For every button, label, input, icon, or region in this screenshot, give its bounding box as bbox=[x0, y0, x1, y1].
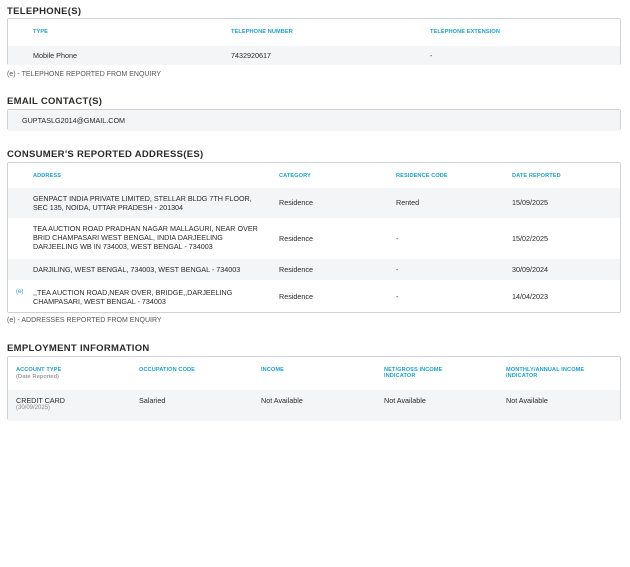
address-date-reported: 14/04/2023 bbox=[512, 292, 548, 301]
address-date-reported: 15/02/2025 bbox=[512, 234, 548, 243]
email-address: GUPTASLG2014@GMAIL.COM bbox=[22, 116, 126, 125]
address-text: TEA AUCTION ROAD PRADHAN NAGAR MALLAGURI, NEAR OVER BRID CHAMPASARI WEST BENGAL, INDIA DARJEELING DARJEELING WB IN 734003, WEST BENGAL - 734003 bbox=[33, 224, 258, 251]
income-header: INCOME bbox=[261, 367, 284, 373]
table-row bbox=[8, 218, 620, 259]
net-gross-income-value: Not Available bbox=[384, 396, 426, 405]
residence-code-header: RESIDENCE CODE bbox=[396, 173, 448, 179]
date-reported-subheader: (Date Reported) bbox=[16, 374, 60, 380]
address-date-reported: 30/09/2024 bbox=[512, 265, 548, 274]
telephones-section-title: TELEPHONE(S) bbox=[7, 6, 82, 17]
address-category: Residence bbox=[279, 265, 313, 274]
address-category: Residence bbox=[279, 292, 313, 301]
address-date-reported: 15/09/2025 bbox=[512, 198, 548, 207]
address-category: Residence bbox=[279, 198, 313, 207]
monthly-annual-income-header: MONTHLY/ANNUAL INCOME INDICATOR bbox=[506, 367, 585, 379]
address-text: DARJILING, WEST BENGAL, 734003, WEST BENGAL - 734003 bbox=[33, 265, 241, 274]
telephones-table bbox=[7, 18, 621, 65]
account-type-header bbox=[16, 367, 126, 380]
net-gross-income-header: NET/GROSS INCOME INDICATOR bbox=[384, 367, 443, 379]
table-row bbox=[8, 188, 620, 218]
addresses-note: (e) - ADDRESSES REPORTED FROM ENQUIRY bbox=[7, 317, 162, 324]
address-text: GENPACT INDIA PRIVATE LIMITED, STELLAR BLDG 7TH FLOOR, SEC 135, NOIDA, UTTAR PRADESH - 201304 bbox=[33, 194, 252, 212]
address-header: ADDRESS bbox=[33, 173, 62, 179]
table-row bbox=[8, 259, 620, 280]
employment-table bbox=[7, 356, 621, 420]
income-value: Not Available bbox=[261, 396, 303, 405]
account-type-value: CREDIT CARD bbox=[16, 396, 65, 405]
table-row bbox=[8, 46, 620, 65]
address-text: ,,TEA AUCTION ROAD,NEAR OVER, BRIDGE,,DARJEELING CHAMPASARI, WEST BENGAL - 734003 bbox=[33, 288, 233, 306]
telephone-type: Mobile Phone bbox=[33, 51, 77, 60]
address-residence-code: - bbox=[396, 292, 399, 301]
address-residence-code: - bbox=[396, 234, 399, 243]
occupation-code-value: Salaried bbox=[139, 396, 166, 405]
monthly-annual-income-value: Not Available bbox=[506, 396, 548, 405]
telephone-number: 7432920617 bbox=[231, 51, 271, 60]
occupation-code-header: OCCUPATION CODE bbox=[139, 367, 195, 373]
table-row bbox=[8, 280, 620, 312]
emails-table bbox=[7, 109, 621, 130]
addresses-section-title: CONSUMER'S REPORTED ADDRESS(ES) bbox=[7, 149, 204, 160]
emails-section-title: EMAIL CONTACT(S) bbox=[7, 96, 103, 107]
date-reported-header: DATE REPORTED bbox=[512, 173, 561, 179]
telephone-extension-header: TELEPHONE EXTENSION bbox=[430, 29, 500, 35]
telephones-note: (e) - TELEPHONE REPORTED FROM ENQUIRY bbox=[7, 71, 162, 78]
enquiry-marker: (e) bbox=[16, 289, 24, 295]
employment-account-type bbox=[16, 396, 65, 412]
account-type-header-label: ACCOUNT TYPE bbox=[16, 367, 62, 373]
table-row bbox=[8, 110, 620, 131]
address-residence-code: Rented bbox=[396, 198, 420, 207]
address-category: Residence bbox=[279, 234, 313, 243]
telephone-extension: - bbox=[430, 51, 433, 60]
category-header: CATEGORY bbox=[279, 173, 311, 179]
employment-section-title: EMPLOYMENT INFORMATION bbox=[7, 343, 150, 354]
address-residence-code: - bbox=[396, 265, 399, 274]
telephone-type-header: TYPE bbox=[33, 29, 49, 35]
addresses-table bbox=[7, 162, 621, 313]
account-date-reported: (30/09/2025) bbox=[16, 405, 51, 411]
table-row bbox=[8, 390, 620, 421]
telephone-number-header: TELEPHONE NUMBER bbox=[231, 29, 293, 35]
